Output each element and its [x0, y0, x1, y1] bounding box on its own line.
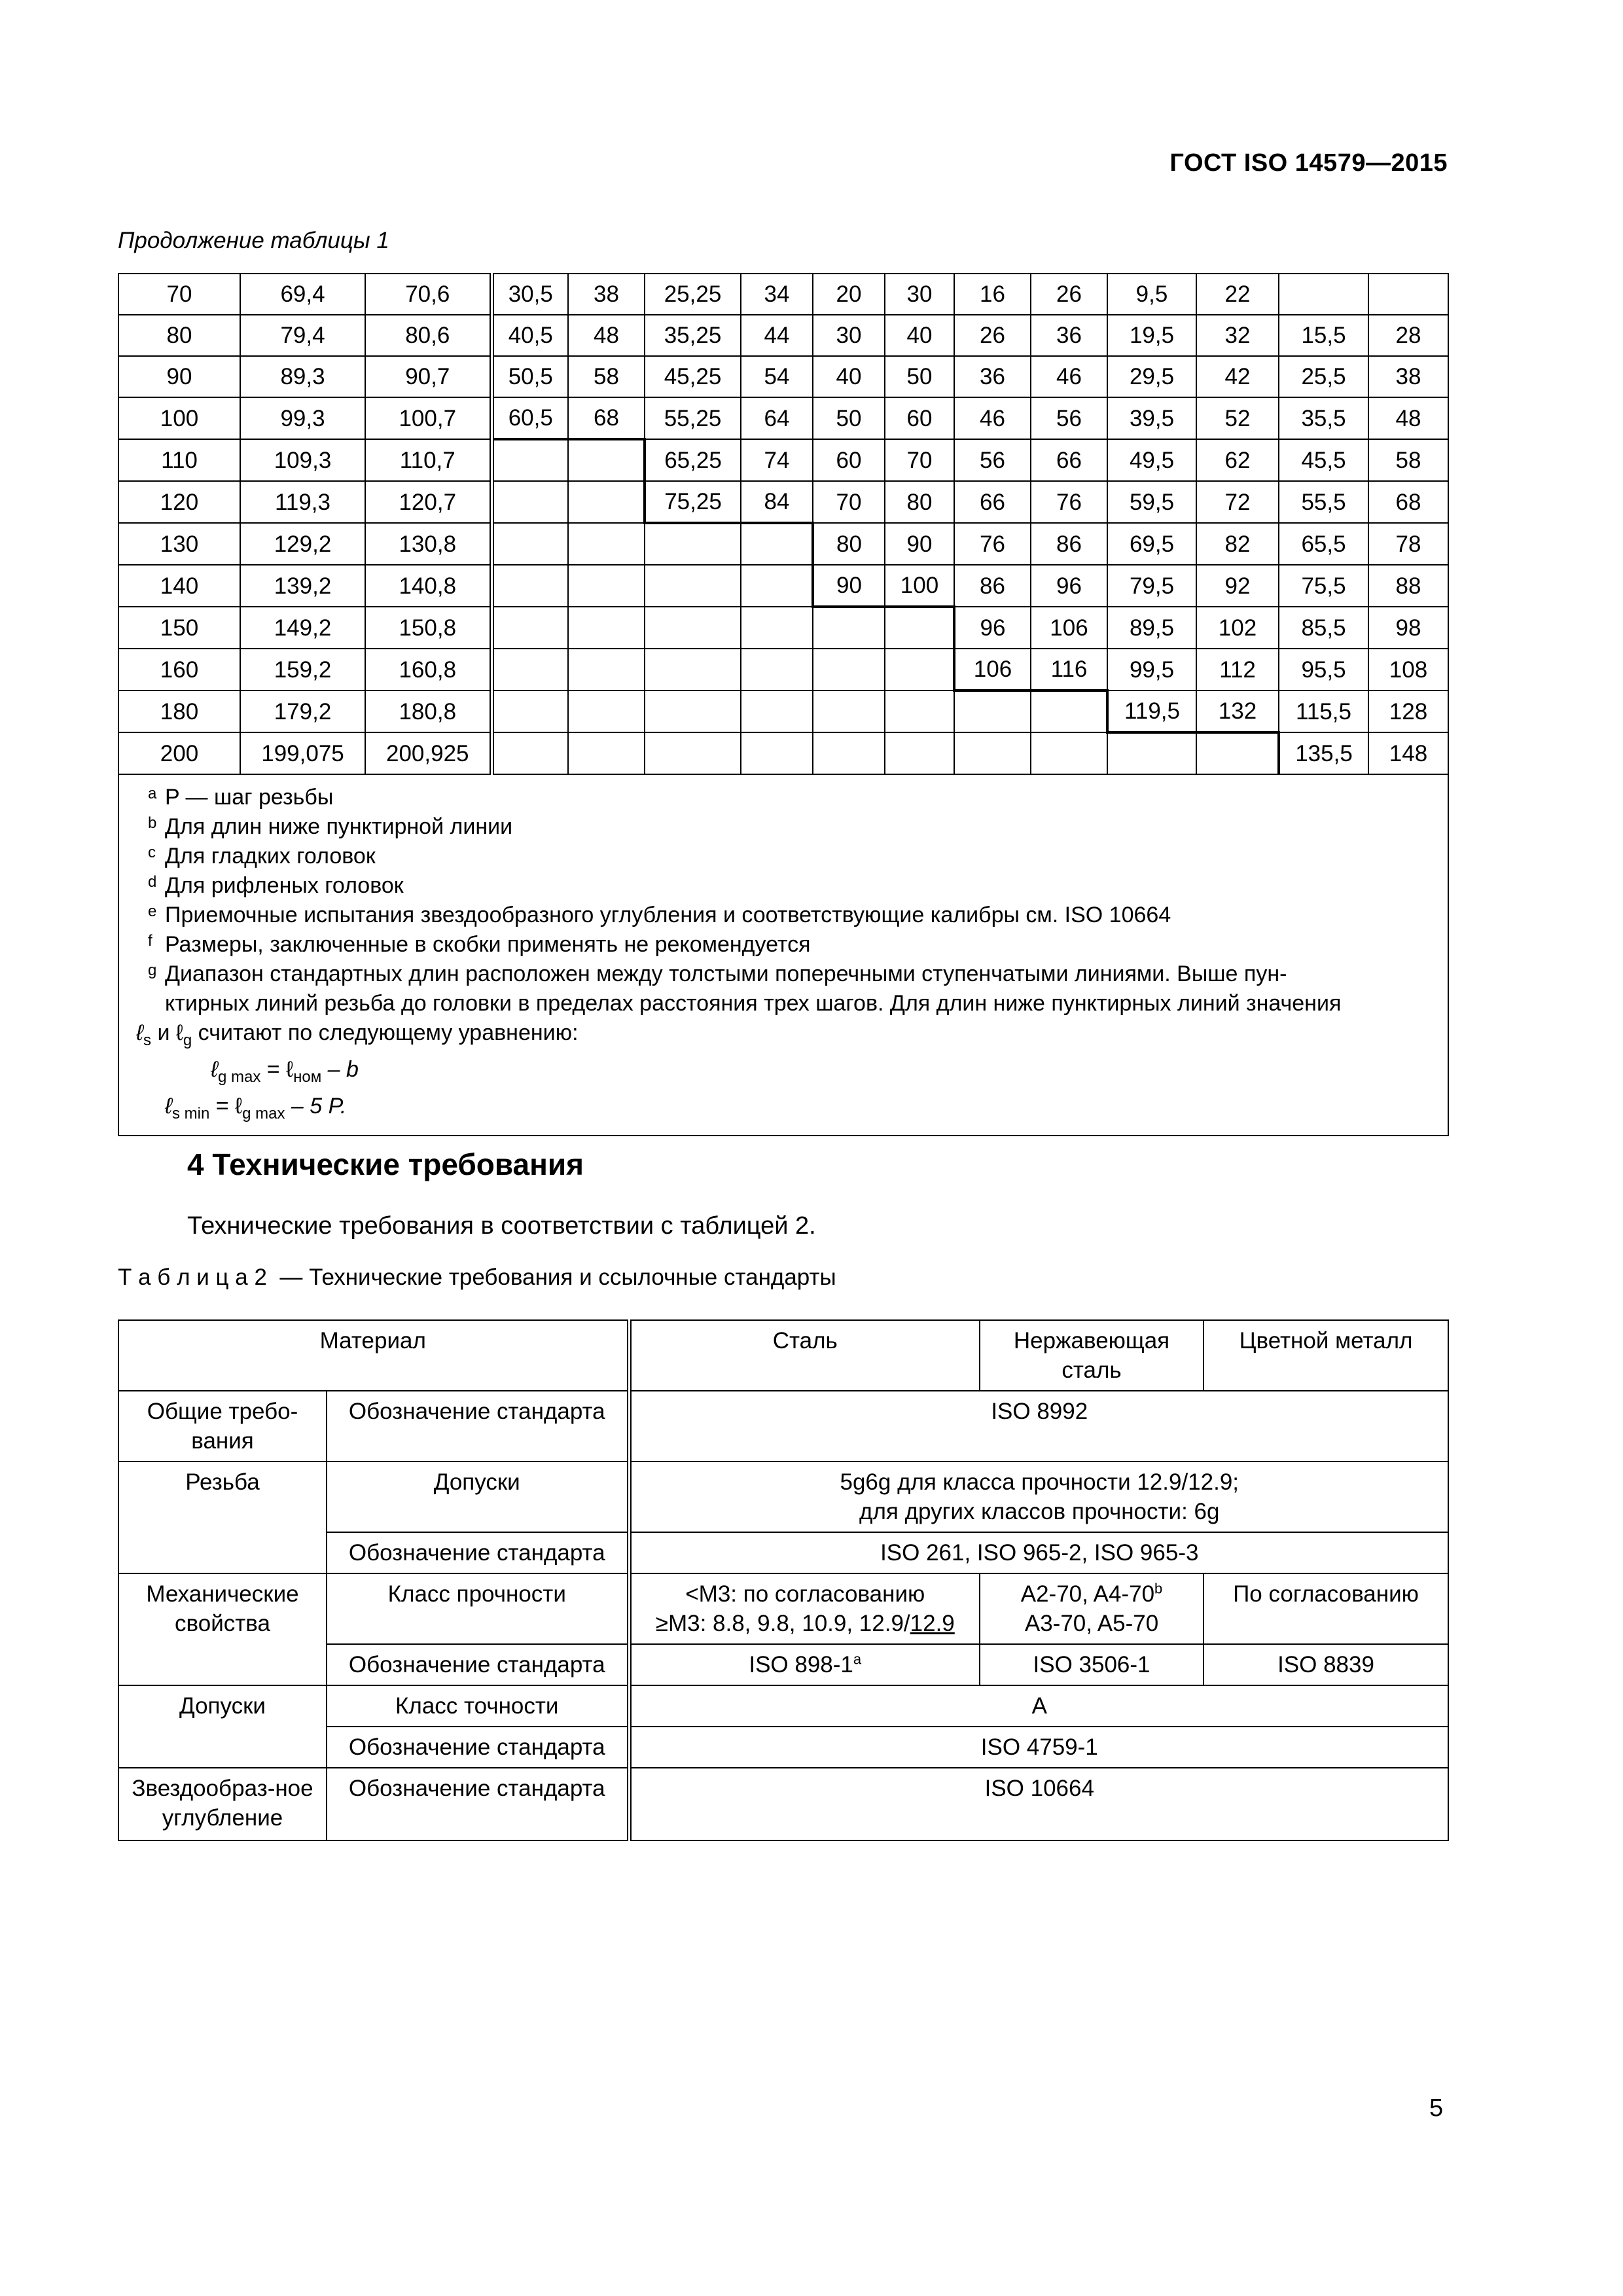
table-cell: 64	[741, 397, 813, 439]
cell-steel-std: ISO 898-1$^a$	[629, 1644, 980, 1685]
table-cell: 79,5	[1107, 565, 1196, 607]
table-cell	[645, 607, 741, 649]
table-row	[118, 691, 1448, 732]
table-cell: 38	[1368, 356, 1448, 397]
table-cell: 96	[1031, 565, 1107, 607]
table-cell: 128	[1368, 691, 1448, 732]
table-cell: 36	[954, 356, 1031, 397]
table-cell: 69,5	[1107, 523, 1196, 565]
table-cell: 179,2	[240, 691, 365, 732]
table-cell: 90	[885, 523, 954, 565]
table-cell	[741, 523, 813, 565]
cell-stainless-class: A2-70, A4-70$^b$ A3-70, A5-70	[980, 1573, 1204, 1644]
table-cell: 110,7	[365, 439, 491, 481]
table-cell: 55,25	[645, 397, 741, 439]
table-cell: 148	[1368, 732, 1448, 774]
cell-std-designation: Обозначение стандарта	[327, 1532, 629, 1573]
table-cell: 199,075	[240, 732, 365, 774]
table-cell: 100	[885, 565, 954, 607]
header-nonferrous: Цветной металл	[1204, 1320, 1448, 1391]
requirements-table	[118, 1319, 1449, 1841]
table-cell	[491, 691, 568, 732]
table-cell: 40	[813, 356, 885, 397]
table-cell: 25,5	[1279, 356, 1368, 397]
table-cell: 86	[954, 565, 1031, 607]
table-cell: 28	[1368, 315, 1448, 356]
table-cell: 80,6	[365, 315, 491, 356]
table-row	[118, 523, 1448, 565]
table-cell: 92	[1196, 565, 1279, 607]
table-cell: 22	[1196, 274, 1279, 315]
table-cell	[813, 607, 885, 649]
table-cell: 56	[1031, 397, 1107, 439]
row-recess: Звездообраз-ное углубление	[118, 1768, 327, 1840]
table-cell: 60	[885, 397, 954, 439]
table-cell: 90,7	[365, 356, 491, 397]
table-cell: 52	[1196, 397, 1279, 439]
table-cell: 109,3	[240, 439, 365, 481]
table-cell: 88	[1368, 565, 1448, 607]
table-cell: 100,7	[365, 397, 491, 439]
table-cell: 140,8	[365, 565, 491, 607]
table-cell: 116	[1031, 649, 1107, 691]
header-steel: Сталь	[629, 1320, 980, 1391]
table-cell: 96	[954, 607, 1031, 649]
table-cell	[568, 481, 645, 523]
page-number: 5	[1429, 2094, 1444, 2122]
table-cell: 62	[1196, 439, 1279, 481]
table2-caption: Т а б л и ц а 2 — Технические требования и ссылочные стандарты	[118, 1265, 836, 1290]
table-cell: 70	[813, 481, 885, 523]
table-cell: 9,5	[1107, 274, 1196, 315]
table-cell	[1031, 691, 1107, 732]
table-cell	[491, 523, 568, 565]
document-code: ГОСТ ISO 14579—2015	[1169, 149, 1448, 177]
table-cell: 76	[1031, 481, 1107, 523]
row-mechanical: Механические свойства	[118, 1573, 327, 1685]
header-material: Материал	[118, 1320, 629, 1391]
table-cell: 115,5	[1279, 691, 1368, 732]
table-cell: 58	[568, 356, 645, 397]
table-cell: 86	[1031, 523, 1107, 565]
table-cell: 26	[954, 315, 1031, 356]
table-row	[118, 565, 1448, 607]
table-cell: 32	[1196, 315, 1279, 356]
table-cell: 30	[813, 315, 885, 356]
table-cell: 74	[741, 439, 813, 481]
cell-tol-std: ISO 4759-1	[629, 1727, 1448, 1768]
table-cell: 65,5	[1279, 523, 1368, 565]
table-cell: 149,2	[240, 607, 365, 649]
table-cell	[1368, 274, 1448, 315]
table-cell: 160,8	[365, 649, 491, 691]
table-cell: 48	[1368, 397, 1448, 439]
table-cell: 140	[118, 565, 240, 607]
cell-std-designation: Обозначение стандарта	[327, 1768, 629, 1840]
cell-recess-std: ISO 10664	[629, 1768, 1448, 1840]
table-row	[118, 274, 1448, 315]
table-cell: 80	[813, 523, 885, 565]
table-cell: 36	[1031, 315, 1107, 356]
table-cell: 120	[118, 481, 240, 523]
table-cell: 60	[813, 439, 885, 481]
table-cell	[885, 607, 954, 649]
footnote: a P — шаг резьбы	[148, 785, 334, 810]
cell-std-designation: Обозначение стандарта	[327, 1727, 629, 1768]
table-cell	[1031, 732, 1107, 774]
table-row	[118, 315, 1448, 356]
table-cell: 160	[118, 649, 240, 691]
table-cell	[491, 439, 568, 481]
table-cell: 48	[568, 315, 645, 356]
cell-tolerances: Допуски	[327, 1462, 629, 1532]
table-cell	[813, 649, 885, 691]
table-cell: 59,5	[1107, 481, 1196, 523]
table-cell: 102	[1196, 607, 1279, 649]
cell-thread-std: ISO 261, ISO 965-2, ISO 965-3	[629, 1532, 1448, 1573]
cell-thread-tolerances: 5g6g для класса прочности 12.9/12.9; для других классов прочности: 6g	[629, 1462, 1448, 1532]
table-row	[118, 732, 1448, 774]
table-cell: 130	[118, 523, 240, 565]
table-cell: 80	[885, 481, 954, 523]
cell-std-designation: Обозначение стандарта	[327, 1391, 629, 1462]
table-cell: 46	[1031, 356, 1107, 397]
table-cell	[645, 732, 741, 774]
dimensions-table	[118, 273, 1449, 1136]
table-row	[118, 649, 1448, 691]
table-cell: 106	[1031, 607, 1107, 649]
table-cell: 120,7	[365, 481, 491, 523]
formula-lg-max: ℓ$_{g max}$ = ℓ$_{ном}$ – b	[211, 1057, 359, 1086]
table-cell	[813, 732, 885, 774]
table-cell	[1279, 274, 1368, 315]
table-cell	[1107, 732, 1196, 774]
table-cell: 139,2	[240, 565, 365, 607]
table-cell: 80	[118, 315, 240, 356]
table-cell: 40	[885, 315, 954, 356]
table-row	[118, 397, 1448, 439]
table-cell: 58	[1368, 439, 1448, 481]
table-cell: 45,25	[645, 356, 741, 397]
table-cell: 15,5	[1279, 315, 1368, 356]
table-cell	[741, 649, 813, 691]
table-cell: 35,25	[645, 315, 741, 356]
cell-accuracy-value: A	[629, 1685, 1448, 1727]
table-cell: 76	[954, 523, 1031, 565]
table-cell: 135,5	[1279, 732, 1368, 774]
table-cell	[954, 691, 1031, 732]
table-cell: 70	[118, 274, 240, 315]
table-cell	[813, 691, 885, 732]
footnote: b Для длин ниже пунктирной линии	[148, 814, 513, 839]
table-cell: 16	[954, 274, 1031, 315]
table-cell: 70	[885, 439, 954, 481]
table-cell: 106	[954, 649, 1031, 691]
table-cell: 55,5	[1279, 481, 1368, 523]
table-cell: 150	[118, 607, 240, 649]
table-cell: 68	[568, 397, 645, 439]
footnote: e Приемочные испытания звездообразного углубления и соответствующие калибры см. ISO 10664	[148, 903, 1171, 927]
table-cell: 30,5	[491, 274, 568, 315]
table-cell: 79,4	[240, 315, 365, 356]
table-cell: 78	[1368, 523, 1448, 565]
table-row	[118, 356, 1448, 397]
table-cell	[568, 439, 645, 481]
table-cell: 29,5	[1107, 356, 1196, 397]
table-cell: 35,5	[1279, 397, 1368, 439]
table-cell	[491, 565, 568, 607]
table-cell: 72	[1196, 481, 1279, 523]
table-cell: 119,3	[240, 481, 365, 523]
table-cell	[885, 732, 954, 774]
section-title: 4 Технические требования	[187, 1147, 584, 1181]
table-cell	[491, 649, 568, 691]
table-cell: 110	[118, 439, 240, 481]
table-cell: 112	[1196, 649, 1279, 691]
table-cell: 34	[741, 274, 813, 315]
table-cell: 70,6	[365, 274, 491, 315]
table-cell	[568, 649, 645, 691]
cell-nonferrous-class: По согласованию	[1204, 1573, 1448, 1644]
formula-ls-min: ℓ$_{s min}$ = ℓ$_{g max}$ – 5 P.	[165, 1094, 347, 1122]
table-cell	[491, 732, 568, 774]
table-cell	[568, 565, 645, 607]
table-cell: 98	[1368, 607, 1448, 649]
table-cell: 99,5	[1107, 649, 1196, 691]
table-cell	[645, 565, 741, 607]
table-cell: 85,5	[1279, 607, 1368, 649]
table-row	[118, 481, 1448, 523]
table-cell: 46	[954, 397, 1031, 439]
table-cell: 69,4	[240, 274, 365, 315]
table-cell	[741, 607, 813, 649]
table-cell: 68	[1368, 481, 1448, 523]
table-cell: 39,5	[1107, 397, 1196, 439]
cell-std-designation: Обозначение стандарта	[327, 1644, 629, 1685]
table-cell: 84	[741, 481, 813, 523]
table-cell: 82	[1196, 523, 1279, 565]
table-cell: 50	[813, 397, 885, 439]
cell-strength-class: Класс прочности	[327, 1573, 629, 1644]
section-text: Технические требования в соответствии с таблицей 2.	[187, 1212, 816, 1240]
cell-iso8992: ISO 8992	[629, 1391, 1448, 1462]
table-cell	[568, 607, 645, 649]
table-cell: 44	[741, 315, 813, 356]
cell-nonferrous-std: ISO 8839	[1204, 1644, 1448, 1685]
table-cell: 95,5	[1279, 649, 1368, 691]
table-cell	[645, 649, 741, 691]
table-cell	[568, 732, 645, 774]
footnote: d Для рифленых головок	[148, 873, 404, 898]
table-cell: 100	[118, 397, 240, 439]
cell-accuracy-class: Класс точности	[327, 1685, 629, 1727]
table-cell: 108	[1368, 649, 1448, 691]
table-cell: 200,925	[365, 732, 491, 774]
table-cell: 119,5	[1107, 691, 1196, 732]
table-cell: 30	[885, 274, 954, 315]
table-cell: 20	[813, 274, 885, 315]
table-cell: 26	[1031, 274, 1107, 315]
table-cell	[568, 691, 645, 732]
table-cell: 42	[1196, 356, 1279, 397]
table-cell: 66	[954, 481, 1031, 523]
table-cell: 129,2	[240, 523, 365, 565]
table-cell: 130,8	[365, 523, 491, 565]
row-thread: Резьба	[118, 1462, 327, 1573]
table-cell: 38	[568, 274, 645, 315]
footnote-g-continuation-2: ℓ$_s$ и ℓ$_g$ считают по следующему уравнению:	[136, 1020, 579, 1049]
table-cell: 66	[1031, 439, 1107, 481]
table-cell: 90	[813, 565, 885, 607]
table-cell: 56	[954, 439, 1031, 481]
footnote: c Для гладких головок	[148, 844, 376, 869]
table-cell	[645, 523, 741, 565]
table-cell: 132	[1196, 691, 1279, 732]
table-cell	[1196, 732, 1279, 774]
table-row	[118, 607, 1448, 649]
table-cell: 75,5	[1279, 565, 1368, 607]
table-cell: 65,25	[645, 439, 741, 481]
table-cell: 50	[885, 356, 954, 397]
table-row	[118, 439, 1448, 481]
table-cell: 75,25	[645, 481, 741, 523]
footnote: f Размеры, заключенные в скобки применять не рекомендуется	[148, 932, 811, 957]
table-cell: 89,5	[1107, 607, 1196, 649]
table-cell: 54	[741, 356, 813, 397]
footnote-g-continuation-1: ктирных линий резьба до головки в пределах расстояния трех шагов. Для длин ниже пунктирных линий значения	[165, 991, 1342, 1016]
table-cell	[741, 565, 813, 607]
table-cell	[741, 732, 813, 774]
table-cell	[491, 607, 568, 649]
table-cell	[954, 732, 1031, 774]
table-cell: 60,5	[491, 397, 568, 439]
table-cell: 90	[118, 356, 240, 397]
table-cell: 150,8	[365, 607, 491, 649]
table-continuation-label: Продолжение таблицы 1	[118, 228, 389, 253]
table-cell	[645, 691, 741, 732]
table-footnotes	[118, 774, 1448, 1136]
row-tolerances: Допуски	[118, 1685, 327, 1768]
table-cell	[885, 649, 954, 691]
table-cell: 25,25	[645, 274, 741, 315]
footnote: g Диапазон стандартных длин расположен между толстыми поперечными ступенчатыми линиями. Выше пун-	[148, 961, 1287, 986]
table-cell: 40,5	[491, 315, 568, 356]
table-cell: 200	[118, 732, 240, 774]
table-cell: 50,5	[491, 356, 568, 397]
table-cell	[491, 481, 568, 523]
cell-stainless-std: ISO 3506-1	[980, 1644, 1204, 1685]
table-cell: 159,2	[240, 649, 365, 691]
header-stainless: Нержавеющая сталь	[980, 1320, 1204, 1391]
table-cell: 180	[118, 691, 240, 732]
table-cell: 45,5	[1279, 439, 1368, 481]
table-cell: 19,5	[1107, 315, 1196, 356]
table-cell: 180,8	[365, 691, 491, 732]
cell-steel-class: <M3: по согласованию ≥M3: 8.8, 9.8, 10.9, 12.9/12.9	[629, 1573, 980, 1644]
table-cell: 49,5	[1107, 439, 1196, 481]
table-cell: 89,3	[240, 356, 365, 397]
row-general: Общие требо-вания	[118, 1391, 327, 1462]
table-cell	[885, 691, 954, 732]
table-cell	[568, 523, 645, 565]
table-cell: 99,3	[240, 397, 365, 439]
table-cell	[741, 691, 813, 732]
